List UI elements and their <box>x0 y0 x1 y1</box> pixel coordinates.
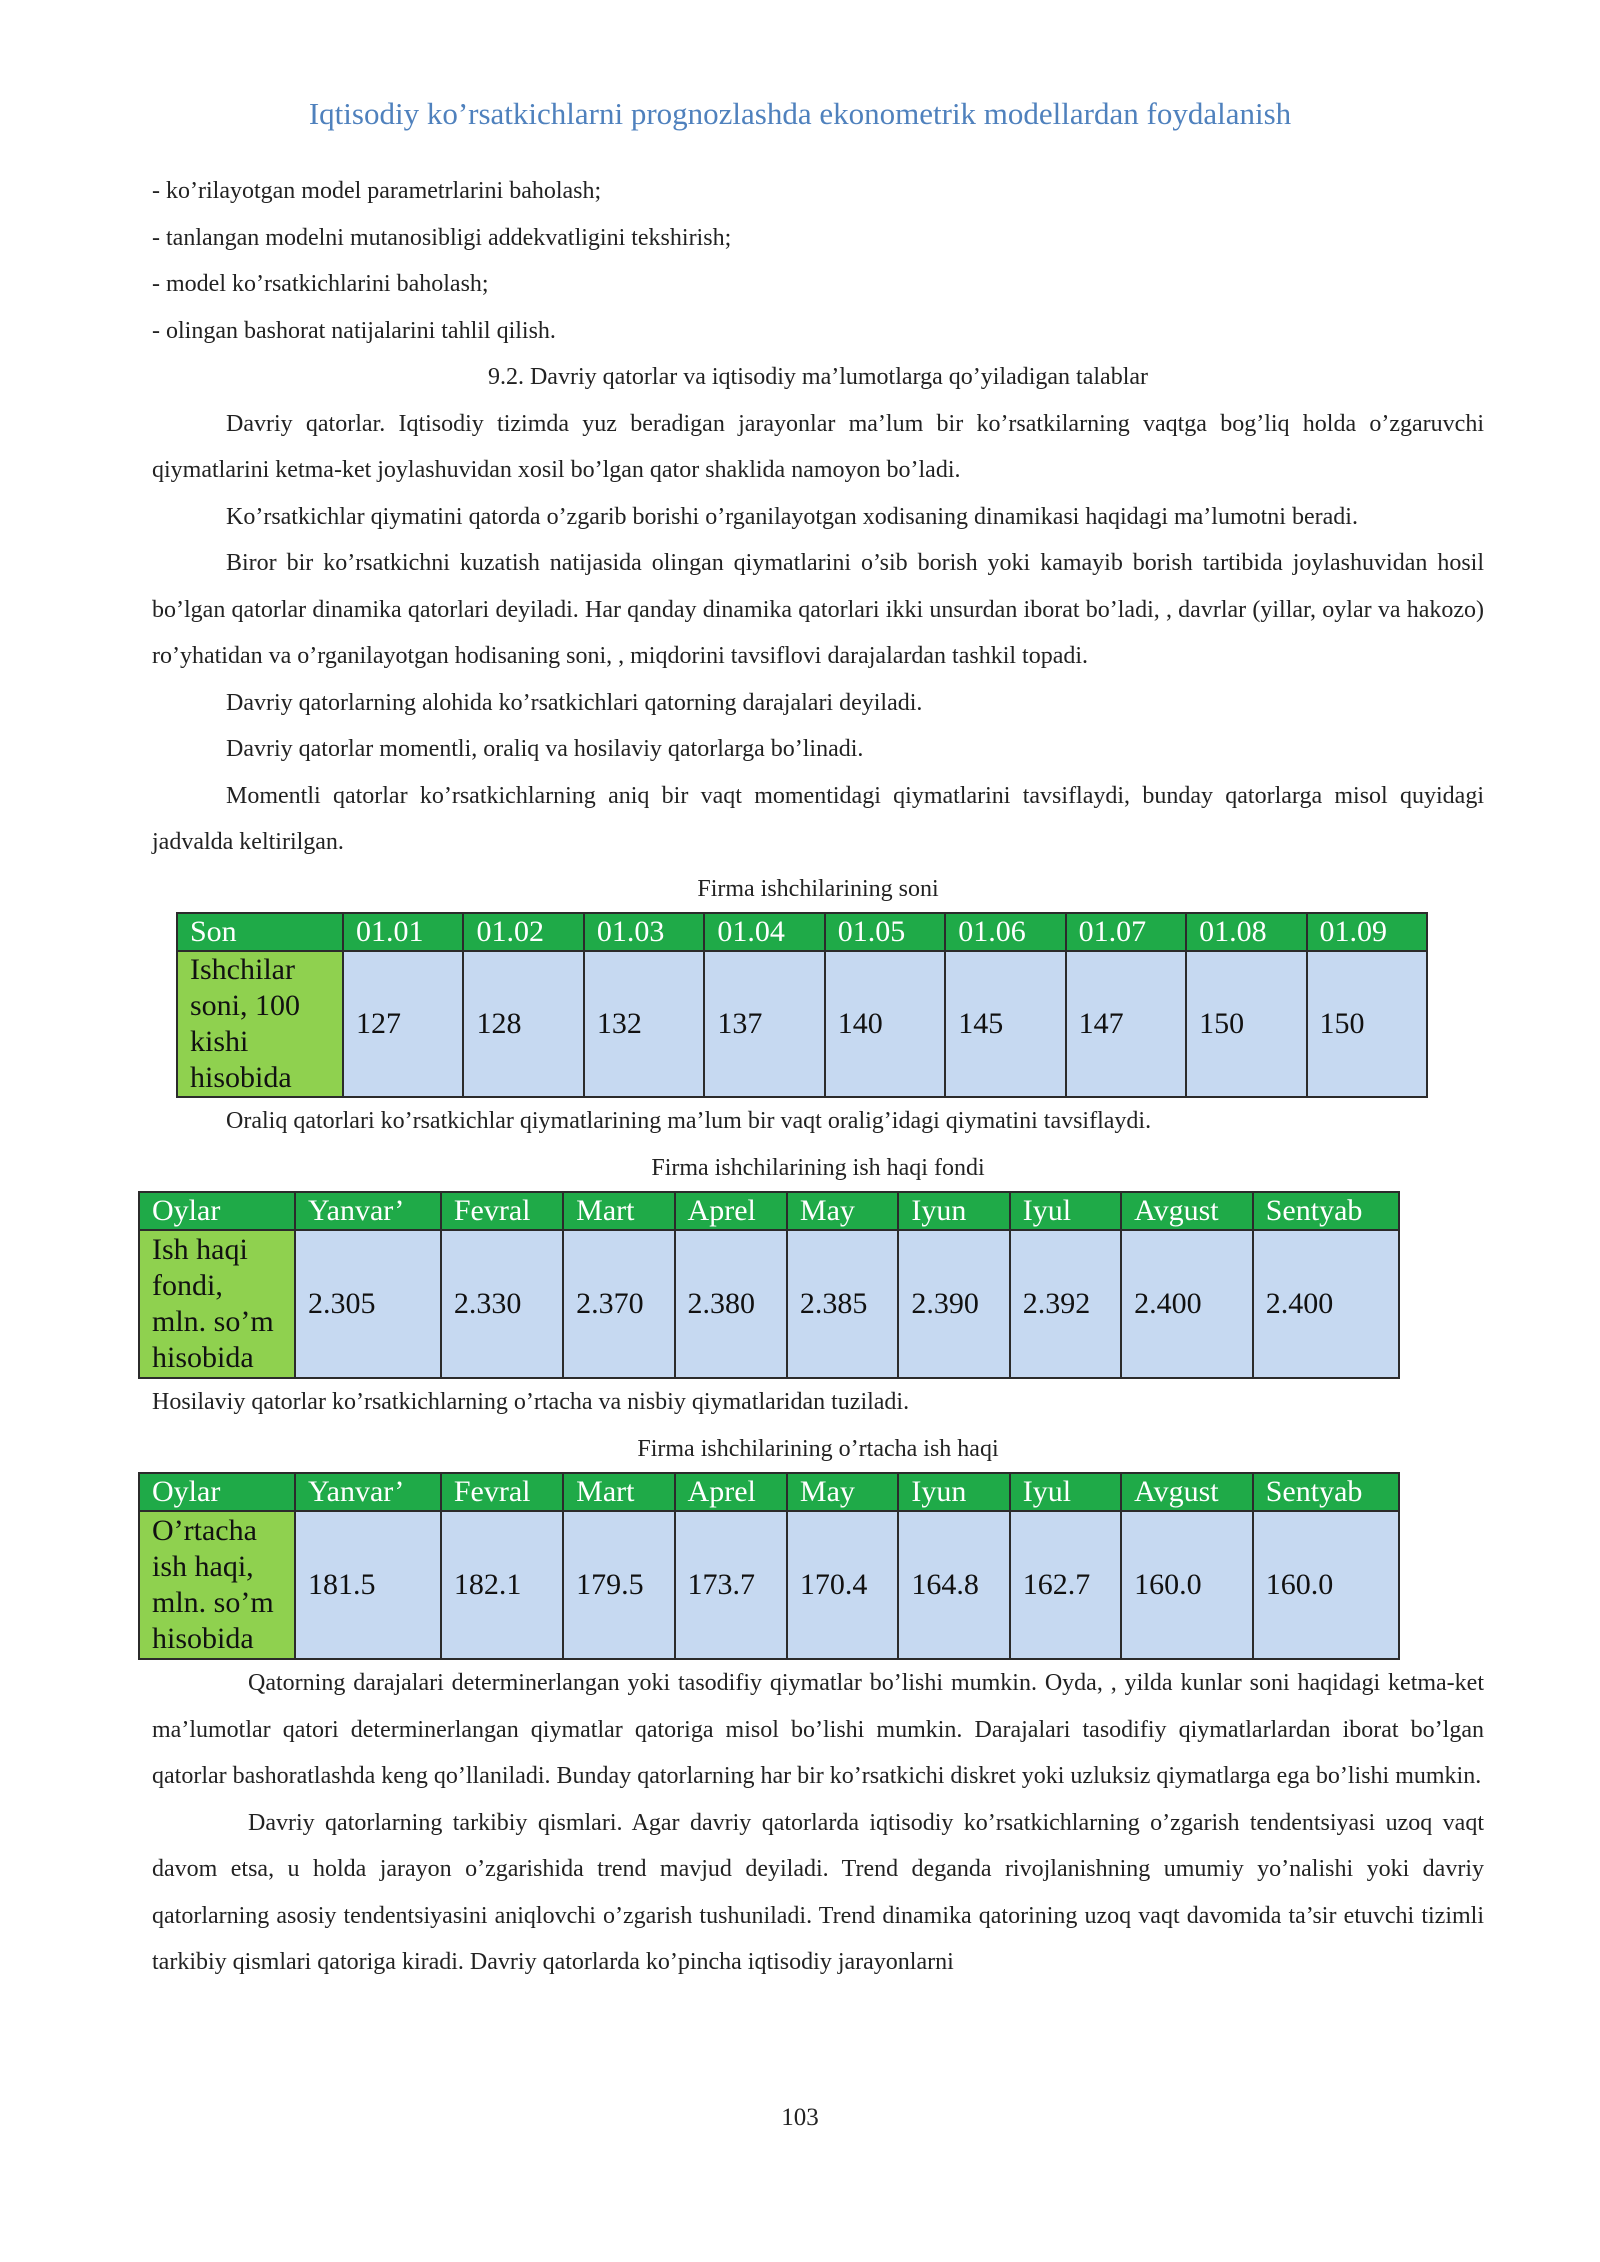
table-caption: Firma ishchilarining ish haqi fondi <box>651 1154 985 1181</box>
header-cell: Fevral <box>441 1473 563 1511</box>
header-cell: Sentyab <box>1253 1192 1399 1230</box>
header-cell: Oylar <box>139 1192 295 1230</box>
value-cell: 2.370 <box>563 1230 674 1378</box>
header-cell: 01.05 <box>825 913 945 951</box>
header-cell: 01.01 <box>343 913 463 951</box>
value-cell: 179.5 <box>563 1511 674 1659</box>
bullet-item: - model ko’rsatkichlarini baholash; <box>152 271 489 297</box>
header-cell: Oylar <box>139 1473 295 1511</box>
header-cell: Avgust <box>1121 1473 1253 1511</box>
header-cell: Aprel <box>675 1473 787 1511</box>
header-cell: Yanvar’ <box>295 1192 441 1230</box>
wage-fund-table <box>138 1191 1400 1379</box>
header-cell: 01.09 <box>1307 913 1428 951</box>
paragraph: Biror bir ko’rsatkichni kuzatish natijasida olingan qiymatlarini o’sib borish yoki kamayib borish tartibida joylashuvidan hosil bo’lgan qatorlar dinamika qatorlari deyiladi. Har qanday dinamika qatorlari ikki unsurdan iborat bo’ladi, , davrlar (yillar, oylar va hakozo) ro’yhatidan va o’rganilayotgan hodisaning soni, , miqdorini tavsiflovi darajalardan tashkil topadi. <box>152 550 1484 669</box>
value-cell: 2.330 <box>441 1230 563 1378</box>
header-cell: May <box>787 1473 898 1511</box>
table-caption: Firma ishchilarining o’rtacha ish haqi <box>637 1435 999 1462</box>
bullet-item: - tanlangan modelni mutanosibligi addekvatligini tekshirish; <box>152 224 732 251</box>
paragraph: Davriy qatorlar. Iqtisodiy tizimda yuz beradigan jarayonlar ma’lum bir ko’rsatkilarning vaqtga bog’liq holda o’zgaruvchi qiymatlarini ketma-ket joylashuvidan xosil bo’lgan qator shaklida namoyon bo’ladi. <box>152 410 1484 483</box>
value-cell: 145 <box>945 951 1065 1097</box>
header-cell: May <box>787 1192 898 1230</box>
value-cell: 181.5 <box>295 1511 441 1659</box>
header-cell: Fevral <box>441 1192 563 1230</box>
bullet-item: - ko’rilayotgan model parametrlarini baholash; <box>152 178 602 204</box>
value-cell: 2.380 <box>675 1230 787 1378</box>
table-row <box>139 1230 1399 1378</box>
header-cell: 01.07 <box>1066 913 1186 951</box>
table-header-row <box>139 1473 1399 1511</box>
section-title: 9.2. Davriy qatorlar va iqtisodiy ma’lumotlarga qo’yiladigan talablar <box>487 364 1149 390</box>
value-cell: 160.0 <box>1253 1511 1399 1659</box>
value-cell: 164.8 <box>898 1511 1009 1659</box>
average-wage-table <box>138 1472 1400 1660</box>
paragraph: Momentli qatorlar ko’rsatkichlarning aniq bir vaqt momentidagi qiymatlarini tavsiflaydi, bunday qatorlarga misol quyidagi jadvalda keltirilgan. <box>152 782 1484 855</box>
value-cell: 150 <box>1307 951 1428 1097</box>
value-cell: 2.400 <box>1121 1230 1253 1378</box>
bullet-item: - olingan bashorat natijalarini tahlil qilish. <box>152 317 556 344</box>
value-cell: 2.385 <box>787 1230 898 1378</box>
header-cell: 01.04 <box>704 913 824 951</box>
value-cell: 182.1 <box>441 1511 563 1659</box>
paragraph: Oraliq qatorlari ko’rsatkichlar qiymatlarining ma’lum bir vaqt oralig’idagi qiymatini tavsiflaydi. <box>226 1108 1152 1134</box>
header-cell: Mart <box>563 1192 674 1230</box>
paragraph: Hosilaviy qatorlar ko’rsatkichlarning o’rtacha va nisbiy qiymatlaridan tuziladi. <box>152 1389 910 1415</box>
value-cell: 2.305 <box>295 1230 441 1378</box>
row-label-cell: Ish haqi fondi, mln. so’m hisobida <box>139 1230 295 1378</box>
header-cell: Iyun <box>898 1192 1009 1230</box>
value-cell: 170.4 <box>787 1511 898 1659</box>
header-cell: 01.08 <box>1186 913 1306 951</box>
header-cell: 01.06 <box>945 913 1065 951</box>
workers-count-table <box>176 912 1428 1098</box>
header-cell: Son <box>177 913 343 951</box>
paragraph: Davriy qatorlar momentli, oraliq va hosilaviy qatorlarga bo’linadi. <box>226 736 864 762</box>
paragraph: Davriy qatorlarning tarkibiy qismlari. Agar davriy qatorlarda iqtisodiy ko’rsatkichlarning o’zgarish tendentsiyasi uzoq vaqt davom etsa, u holda jarayon o’zgarishida trend mavjud deyiladi. Trend deganda rivojlanishning umumiy yo’nalishi yoki davriy qatorlarning asosiy tendentsiyasini aniqlovchi o’zgarish tushuniladi. Trend dinamika qatorining uzoq vaqt davomida ta’sir etuvchi tizimli tarkibiy qismlari qatoriga kiradi. Davriy qatorlarda ko’pincha iqtisodiy jarayonlarni <box>152 1809 1484 1975</box>
header-cell: 01.03 <box>584 913 704 951</box>
value-cell: 127 <box>343 951 463 1097</box>
table-header-row <box>177 913 1427 951</box>
header-cell: 01.02 <box>463 913 583 951</box>
paragraph: Qatorning darajalari determinerlangan yoki tasodifiy qiymatlar bo’lishi mumkin. Oyda, , yilda kunlar soni haqidagi ketma-ket ma’lumotlar qatori determinerlangan qiymatlar qatoriga misol bo’lishi mumkin. Darajalari tasodifiy qiymatlarlardan iborat bo’lgan qatorlar bashoratlashda keng qo’llaniladi. Bunday qatorlarning har bir ko’rsatkichi diskret yoki uzluksiz qiymatlarga ega bo’lishi mumkin. <box>152 1670 1484 1789</box>
header-cell: Aprel <box>675 1192 787 1230</box>
page-content <box>152 168 1484 1986</box>
value-cell: 2.390 <box>898 1230 1009 1378</box>
value-cell: 137 <box>704 951 824 1097</box>
value-cell: 128 <box>463 951 583 1097</box>
value-cell: 2.400 <box>1253 1230 1399 1378</box>
table-header-row <box>139 1192 1399 1230</box>
paragraph: Davriy qatorlarning alohida ko’rsatkichlari qatorning darajalari deyiladi. <box>226 689 923 716</box>
value-cell: 140 <box>825 951 945 1097</box>
value-cell: 2.392 <box>1010 1230 1121 1378</box>
paragraph: Ko’rsatkichlar qiymatini qatorda o’zgarib borishi o’rganilayotgan xodisaning dinamikasi haqidagi ma’lumotni beradi. <box>226 503 1358 530</box>
value-cell: 150 <box>1186 951 1306 1097</box>
header-cell: Avgust <box>1121 1192 1253 1230</box>
header-cell: Yanvar’ <box>295 1473 441 1511</box>
header-cell: Iyul <box>1010 1473 1121 1511</box>
value-cell: 132 <box>584 951 704 1097</box>
header-cell: Sentyab <box>1253 1473 1399 1511</box>
page-number: 103 <box>781 2104 819 2131</box>
table-caption: Firma ishchilarining soni <box>697 875 939 902</box>
row-label-cell: O’rtacha ish haqi, mln. so’m hisobida <box>139 1511 295 1659</box>
table-row <box>139 1511 1399 1659</box>
running-header: Iqtisodiy ko’rsatkichlarni prognozlashda ekonometrik modellardan foydalanish <box>308 96 1292 131</box>
row-label-cell: Ishchilar soni, 100 kishi hisobida <box>177 951 343 1097</box>
table-row <box>177 951 1427 1097</box>
value-cell: 160.0 <box>1121 1511 1253 1659</box>
header-cell: Iyun <box>898 1473 1009 1511</box>
value-cell: 147 <box>1066 951 1186 1097</box>
value-cell: 173.7 <box>675 1511 787 1659</box>
header-cell: Iyul <box>1010 1192 1121 1230</box>
header-cell: Mart <box>563 1473 674 1511</box>
value-cell: 162.7 <box>1010 1511 1121 1659</box>
